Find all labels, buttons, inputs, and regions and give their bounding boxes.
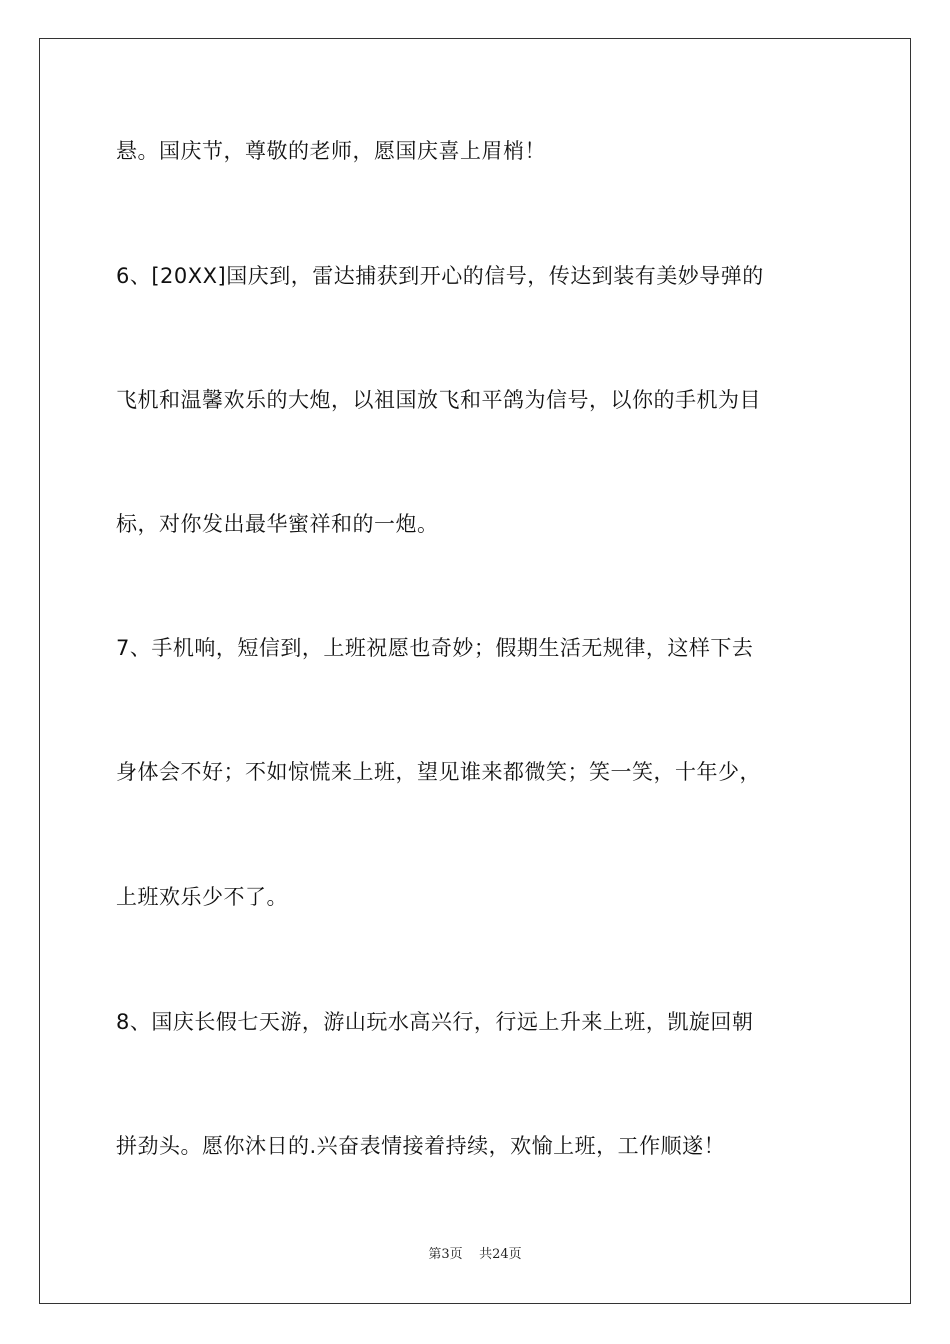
body-text-line: 上班欢乐少不了。 [116,885,288,909]
body-text-line: 8、国庆长假七天游，游山玩水高兴行，行远上升来上班，凯旋回朝 [116,1010,754,1034]
body-text-line: 拼劲头。愿你沐日的.兴奋表情接着持续，欢愉上班，工作顺遂！ [116,1134,726,1158]
body-text-line: 6、[20XX]国庆到，雷达捕获到开心的信号，传达到装有美妙导弹的 [116,264,764,288]
page-number: 第3页 [428,1247,463,1262]
body-text-line: 身体会不好；不如惊慌来上班，望见谁来都微笑；笑一笑，十年少， [116,760,761,784]
page-footer [0,1246,950,1264]
body-text-line: 标，对你发出最华蜜祥和的一炮。 [116,512,439,536]
page-total: 共24页 [479,1247,522,1262]
body-text-line: 7、手机响，短信到，上班祝愿也奇妙；假期生活无规律，这样下去 [116,636,754,660]
body-text-line: 悬。国庆节，尊敬的老师，愿国庆喜上眉梢！ [116,139,546,163]
body-text-line: 飞机和温馨欢乐的大炮，以祖国放飞和平鸽为信号，以你的手机为目 [116,388,761,412]
page-border [39,38,911,1304]
